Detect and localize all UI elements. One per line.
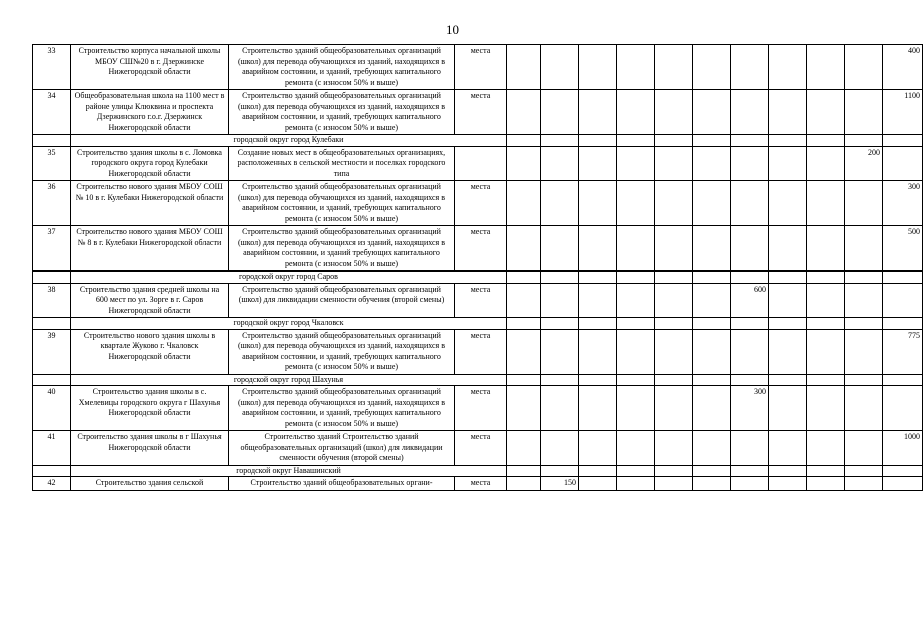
value-cell — [507, 146, 541, 181]
empty-cell — [579, 374, 617, 386]
value-cell — [579, 45, 617, 90]
value-cell — [579, 90, 617, 135]
table-row — [33, 181, 923, 226]
value-cell — [807, 386, 845, 431]
value-cell — [541, 431, 579, 466]
table-row — [33, 477, 923, 491]
section-row — [33, 318, 923, 330]
empty-cell — [807, 318, 845, 330]
table-row — [33, 146, 923, 181]
object-name: Строительство здания средней школы на 600 мест по ул. Зорге в г. Саров Нижегородской области — [71, 283, 229, 318]
unit-of-measure: места — [455, 90, 507, 135]
empty-cell — [883, 374, 923, 386]
value-cell — [845, 283, 883, 318]
value-cell — [507, 45, 541, 90]
object-name: Строительство здания школы в с. Ломовка городского округа город Кулебаки Нижегородской области — [71, 146, 229, 181]
value-cell — [845, 90, 883, 135]
value-cell — [617, 226, 655, 272]
value-cell — [541, 90, 579, 135]
value-cell: 600 — [731, 283, 769, 318]
value-cell — [769, 146, 807, 181]
empty-cell — [883, 271, 923, 283]
activity-description: Строительство зданий общеобразовательных организаций (школ) для перевода обучающихся из зданий, находящихся в аварийном состоянии, и зданий, требующих капитального ремонта (с износом 50% и выше) — [229, 90, 455, 135]
value-cell — [769, 181, 807, 226]
value-cell — [655, 226, 693, 272]
value-cell — [579, 329, 617, 374]
empty-cell — [579, 271, 617, 283]
value-cell — [541, 226, 579, 272]
value-cell: 150 — [541, 477, 579, 491]
value-cell — [655, 181, 693, 226]
value-cell — [541, 283, 579, 318]
value-cell — [883, 477, 923, 491]
value-cell — [807, 431, 845, 466]
row-number: 34 — [33, 90, 71, 135]
row-number: 37 — [33, 226, 71, 272]
object-name: Строительство нового здания МБОУ СОШ № 10 в г. Кулебаки Нижегородской области — [71, 181, 229, 226]
value-cell — [769, 226, 807, 272]
empty-cell — [693, 135, 731, 147]
section-label: городской округ город Шахунья — [71, 374, 507, 386]
object-name: Общеобразовательная школа на 1100 мест в районе улицы Клюквина и проспекта Дзержинского г.о.г. Дзержинск Нижегородской области — [71, 90, 229, 135]
value-cell — [507, 386, 541, 431]
value-cell: 1000 — [883, 431, 923, 466]
section-label: городской округ город Саров — [71, 271, 507, 283]
empty-cell — [693, 271, 731, 283]
section-row — [33, 465, 923, 477]
empty-cell — [845, 135, 883, 147]
value-cell — [655, 386, 693, 431]
activity-description: Строительство зданий общеобразовательных организаций (школ) для перевода обучающихся из зданий, находящихся в аварийном состоянии, и зданий, требующих капитального ремонта (с износом 50% и выше) — [229, 329, 455, 374]
empty-cell — [731, 374, 769, 386]
value-cell — [769, 477, 807, 491]
value-cell — [617, 283, 655, 318]
empty-cell — [693, 465, 731, 477]
value-cell — [731, 431, 769, 466]
value-cell — [541, 386, 579, 431]
empty-cell — [655, 374, 693, 386]
empty-cell — [883, 465, 923, 477]
row-number: 38 — [33, 283, 71, 318]
value-cell — [807, 226, 845, 272]
value-cell — [807, 477, 845, 491]
empty-cell — [507, 374, 541, 386]
section-row — [33, 374, 923, 386]
unit-of-measure: места — [455, 181, 507, 226]
section-spacer — [33, 318, 71, 330]
empty-cell — [579, 135, 617, 147]
table-row — [33, 45, 923, 90]
value-cell — [617, 146, 655, 181]
value-cell — [617, 431, 655, 466]
object-name: Строительство корпуса начальной школы МБОУ СШ№20 в г. Дзержинске Нижегородской области — [71, 45, 229, 90]
value-cell — [769, 329, 807, 374]
empty-cell — [845, 465, 883, 477]
value-cell — [731, 181, 769, 226]
value-cell — [579, 146, 617, 181]
empty-cell — [655, 135, 693, 147]
empty-cell — [807, 374, 845, 386]
section-row — [33, 271, 923, 283]
unit-of-measure: места — [455, 45, 507, 90]
value-cell — [655, 146, 693, 181]
object-name: Строительство нового здания МБОУ СОШ № 8 в г. Кулебаки Нижегородской области — [71, 226, 229, 272]
value-cell — [507, 226, 541, 272]
value-cell — [693, 477, 731, 491]
unit-of-measure: места — [455, 283, 507, 318]
page-number: 10 — [446, 22, 459, 37]
activity-description: Строительство зданий общеобразовательных организаций (школ) для перевода обучающихся из зданий, находящихся в аварийном состоянии, и зданий, требующих капитального ремонта (с износом 50% и выше) — [229, 386, 455, 431]
value-cell — [769, 45, 807, 90]
value-cell — [693, 181, 731, 226]
value-cell — [655, 45, 693, 90]
value-cell — [731, 329, 769, 374]
value-cell — [883, 386, 923, 431]
value-cell — [807, 329, 845, 374]
empty-cell — [845, 374, 883, 386]
value-cell — [655, 477, 693, 491]
object-name: Строительство здания школы в г Шахунья Нижегородской области — [71, 431, 229, 466]
value-cell — [655, 90, 693, 135]
value-cell — [883, 283, 923, 318]
row-number: 33 — [33, 45, 71, 90]
empty-cell — [655, 318, 693, 330]
value-cell — [693, 431, 731, 466]
value-cell — [693, 226, 731, 272]
value-cell — [507, 181, 541, 226]
empty-cell — [507, 465, 541, 477]
unit-of-measure: места — [455, 386, 507, 431]
value-cell — [655, 283, 693, 318]
value-cell — [807, 90, 845, 135]
section-spacer — [33, 135, 71, 147]
activity-description: Строительство зданий общеобразовательных органи- — [229, 477, 455, 491]
section-label: городской округ город Чкаловск — [71, 318, 507, 330]
value-cell — [731, 146, 769, 181]
table-row — [33, 386, 923, 431]
empty-cell — [731, 135, 769, 147]
activity-description: Строительство зданий общеобразовательных организаций (школ) для перевода обучающихся из зданий, находящихся в аварийном состоянии, и зданий требующих капитального ремонта (с износом 50% и выше) — [229, 226, 455, 272]
empty-cell — [579, 465, 617, 477]
unit-of-measure: места — [455, 329, 507, 374]
empty-cell — [807, 465, 845, 477]
object-name: Строительство здания школы в с. Хмелевицы городского округа г Шахунья Нижегородской области — [71, 386, 229, 431]
object-name: Строительство здания сельской — [71, 477, 229, 491]
value-cell — [579, 431, 617, 466]
section-spacer — [33, 374, 71, 386]
value-cell — [655, 431, 693, 466]
empty-cell — [541, 271, 579, 283]
row-number: 42 — [33, 477, 71, 491]
section-row — [33, 135, 923, 147]
empty-cell — [769, 135, 807, 147]
value-cell — [507, 477, 541, 491]
value-cell — [693, 283, 731, 318]
activity-description: Строительство зданий общеобразовательных организаций (школ) для перевода обучающихся из зданий, находящихся в аварийном состоянии, и зданий, требующих капитального ремонта (с износом 50% и выше) — [229, 181, 455, 226]
empty-cell — [655, 465, 693, 477]
empty-cell — [507, 318, 541, 330]
value-cell — [883, 146, 923, 181]
empty-cell — [617, 374, 655, 386]
value-cell — [507, 90, 541, 135]
row-number: 41 — [33, 431, 71, 466]
program-table — [32, 44, 923, 491]
empty-cell — [769, 271, 807, 283]
empty-cell — [845, 271, 883, 283]
value-cell — [845, 329, 883, 374]
value-cell — [769, 386, 807, 431]
value-cell: 1100 — [883, 90, 923, 135]
empty-cell — [541, 135, 579, 147]
section-spacer — [33, 271, 71, 283]
empty-cell — [541, 465, 579, 477]
section-spacer — [33, 465, 71, 477]
value-cell — [845, 477, 883, 491]
value-cell — [845, 181, 883, 226]
value-cell — [541, 329, 579, 374]
empty-cell — [845, 318, 883, 330]
value-cell: 200 — [845, 146, 883, 181]
table-row — [33, 283, 923, 318]
value-cell — [807, 283, 845, 318]
empty-cell — [731, 271, 769, 283]
value-cell — [579, 477, 617, 491]
table-row — [33, 329, 923, 374]
empty-cell — [731, 465, 769, 477]
empty-cell — [655, 271, 693, 283]
value-cell — [617, 386, 655, 431]
empty-cell — [807, 271, 845, 283]
empty-cell — [617, 271, 655, 283]
section-label: городской округ город Кулебаки — [71, 135, 507, 147]
value-cell — [807, 45, 845, 90]
activity-description: Создание новых мест в общеобразовательных организациях, расположенных в сельской местности и поселках городского типа — [229, 146, 455, 181]
activity-description: Строительство зданий общеобразовательных организаций (школ) для перевода обучающихся из зданий, находящихся в аварийном состоянии, и зданий, требующих капитального ремонта (с износом 50% и выше) — [229, 45, 455, 90]
unit-of-measure: места — [455, 226, 507, 272]
empty-cell — [769, 374, 807, 386]
section-label: городской округ Навашинский — [71, 465, 507, 477]
empty-cell — [693, 318, 731, 330]
empty-cell — [769, 318, 807, 330]
empty-cell — [883, 135, 923, 147]
value-cell — [731, 45, 769, 90]
value-cell — [541, 45, 579, 90]
value-cell — [617, 329, 655, 374]
unit-of-measure: места — [455, 431, 507, 466]
value-cell — [845, 386, 883, 431]
value-cell — [845, 431, 883, 466]
value-cell — [693, 386, 731, 431]
row-number: 39 — [33, 329, 71, 374]
empty-cell — [579, 318, 617, 330]
unit-of-measure — [455, 146, 507, 181]
value-cell — [617, 181, 655, 226]
value-cell — [507, 329, 541, 374]
object-name: Строительство нового здания школы в квартале Жуково г. Чкаловск Нижегородской области — [71, 329, 229, 374]
table-row — [33, 90, 923, 135]
row-number: 40 — [33, 386, 71, 431]
value-cell: 300 — [883, 181, 923, 226]
empty-cell — [769, 465, 807, 477]
value-cell — [693, 45, 731, 90]
value-cell: 775 — [883, 329, 923, 374]
value-cell — [693, 146, 731, 181]
value-cell — [845, 45, 883, 90]
activity-description: Строительство зданий общеобразовательных организаций (школ) для ликвидации сменности обучения (второй смены) — [229, 283, 455, 318]
empty-cell — [731, 318, 769, 330]
value-cell — [579, 283, 617, 318]
value-cell — [807, 146, 845, 181]
value-cell — [769, 90, 807, 135]
value-cell — [693, 90, 731, 135]
value-cell — [617, 90, 655, 135]
value-cell — [541, 146, 579, 181]
empty-cell — [507, 135, 541, 147]
value-cell — [507, 283, 541, 318]
activity-description: Строительство зданий Строительство зданий общеобразовательных организаций (школ) для ликвидации сменности обучения (второй смены) — [229, 431, 455, 466]
row-number: 35 — [33, 146, 71, 181]
value-cell — [579, 181, 617, 226]
value-cell — [655, 329, 693, 374]
value-cell — [845, 226, 883, 272]
value-cell — [617, 477, 655, 491]
value-cell: 500 — [883, 226, 923, 272]
empty-cell — [617, 318, 655, 330]
value-cell — [579, 386, 617, 431]
value-cell — [617, 45, 655, 90]
value-cell — [769, 431, 807, 466]
empty-cell — [693, 374, 731, 386]
value-cell — [731, 477, 769, 491]
value-cell — [807, 181, 845, 226]
value-cell — [731, 90, 769, 135]
value-cell — [769, 283, 807, 318]
empty-cell — [541, 374, 579, 386]
value-cell: 400 — [883, 45, 923, 90]
empty-cell — [617, 465, 655, 477]
empty-cell — [507, 271, 541, 283]
empty-cell — [617, 135, 655, 147]
table-row — [33, 226, 923, 272]
value-cell — [507, 431, 541, 466]
row-number: 36 — [33, 181, 71, 226]
table-row — [33, 431, 923, 466]
value-cell — [541, 181, 579, 226]
unit-of-measure: места — [455, 477, 507, 491]
empty-cell — [541, 318, 579, 330]
empty-cell — [883, 318, 923, 330]
value-cell: 300 — [731, 386, 769, 431]
value-cell — [579, 226, 617, 272]
value-cell — [731, 226, 769, 272]
value-cell — [693, 329, 731, 374]
empty-cell — [807, 135, 845, 147]
